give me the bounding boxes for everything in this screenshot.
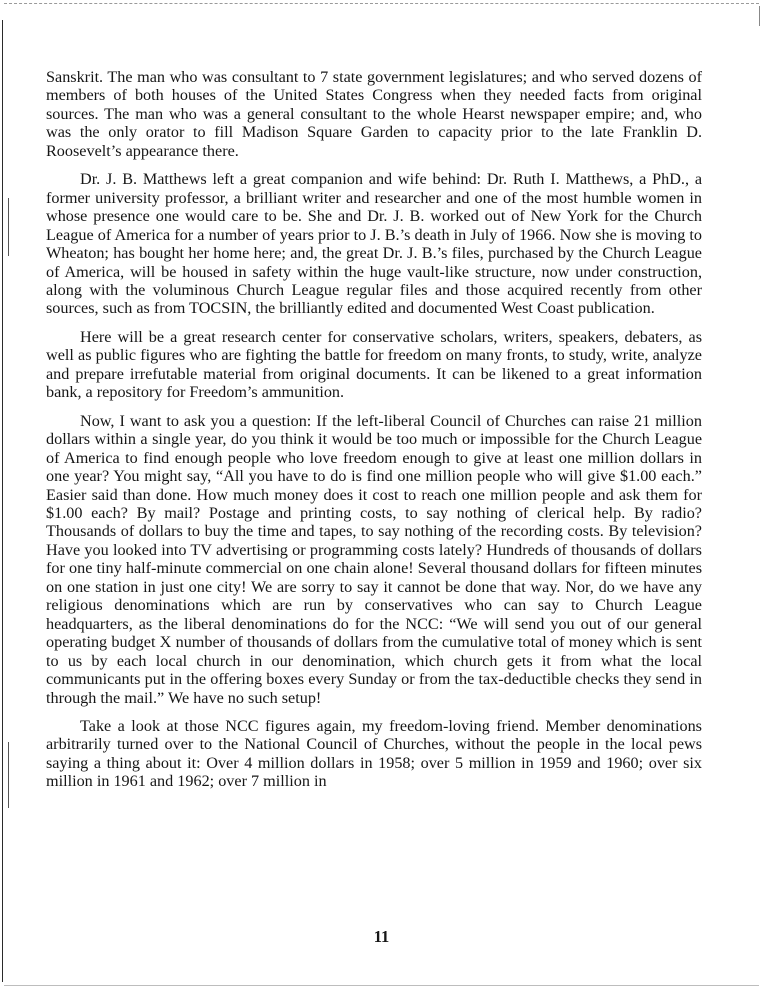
paragraph: Dr. J. B. Matthews left a great companion and wife behind: Dr. Ruth I. Matthews, a PhD., a former university professor, a brilliant writer and researcher and one of the most humble women in whose presence one would care to be. She and Dr. J. B. worked out of New York for the Church League of America for a number of years prior to J. B.’s death in July of 1966. Now she is moving to Wheaton; has bought her home here; and, the great Dr. J. B.’s files, purchased by the Church League of America, will be housed in safety within the huge vault-like structure, now under construction, along with the voluminous Church League regular files and those acquired recently from other sources, such as from TOCSIN, the brilliantly edited and documented West Coast publication. bbox=[46, 170, 702, 318]
page-left-edge bbox=[2, 20, 3, 982]
page-right-edge bbox=[759, 6, 760, 26]
body-text bbox=[46, 68, 702, 801]
margin-scan-mark bbox=[8, 198, 9, 256]
page-top-edge bbox=[4, 3, 759, 4]
page-bottom-edge bbox=[4, 985, 759, 986]
paragraph: Take a look at those NCC figures again, my freedom-loving friend. Member denominations arbitrarily turned over to the National Council of Churches, without the people in the local pews saying a thing about it: Over 4 million dollars in 1958; over 5 million in 1959 and 1960; over six million in 1961 and 1962; over 7 million in bbox=[46, 716, 702, 791]
margin-scan-mark bbox=[8, 742, 9, 808]
paragraph: Sanskrit. The man who was consultant to 7 state government legislatures; and who served dozens of members of both houses of the United States Congress when they needed facts from original sources. The man who was a general consultant to the whole Hearst newspaper empire; and, who was the only orator to fill Madison Square Garden to capacity prior to the late Franklin D. Roosevelt’s appearance there. bbox=[46, 68, 702, 160]
paragraph: Here will be a great research center for conservative scholars, writers, speakers, debaters, as well as public figures who are fighting the battle for freedom on many fronts, to study, write, analyze and prepare irrefutable material from original documents. It can be likened to a great information bank, a repository for Freedom’s ammunition. bbox=[46, 327, 702, 402]
page-number: 11 bbox=[373, 927, 390, 946]
paragraph: Now, I want to ask you a question: If the left-liberal Council of Churches can raise 21 million dollars within a single year, do you think it would be too much or impossible for the Church League of America to find enough people who love freedom enough to give at least one million dollars in one year? You might say, “All you have to do is find one million people who will give $1.00 each.” Easier said than done. How much money does it cost to reach one million people and ask them for $1.00 each? By mail? Postage and printing costs, to say nothing of clerical help. By radio? Thousands of dollars to buy the time and tapes, to say nothing of the recording costs. By television? Have you looked into TV advertising or programming costs lately? Hundreds of thousands of dollars for one tiny half-minute commercial on one chain alone! Several thousand dollars for fifteen minutes on one station in just one city! We are sorry to say it cannot be done that way. Nor, do we have any religious denominations which are run by conservatives who can say to Church League headquarters, as the liberal denominations do for the NCC: “We will send you out of our general operating budget X number of thousands of dollars from the cumulative total of money which is sent to us by each local church in our denomination, which church gets it from what the local communicants put in the offering boxes every Sunday or from the tax-deductible checks they send in through the mail.” We have no such setup! bbox=[46, 411, 702, 707]
